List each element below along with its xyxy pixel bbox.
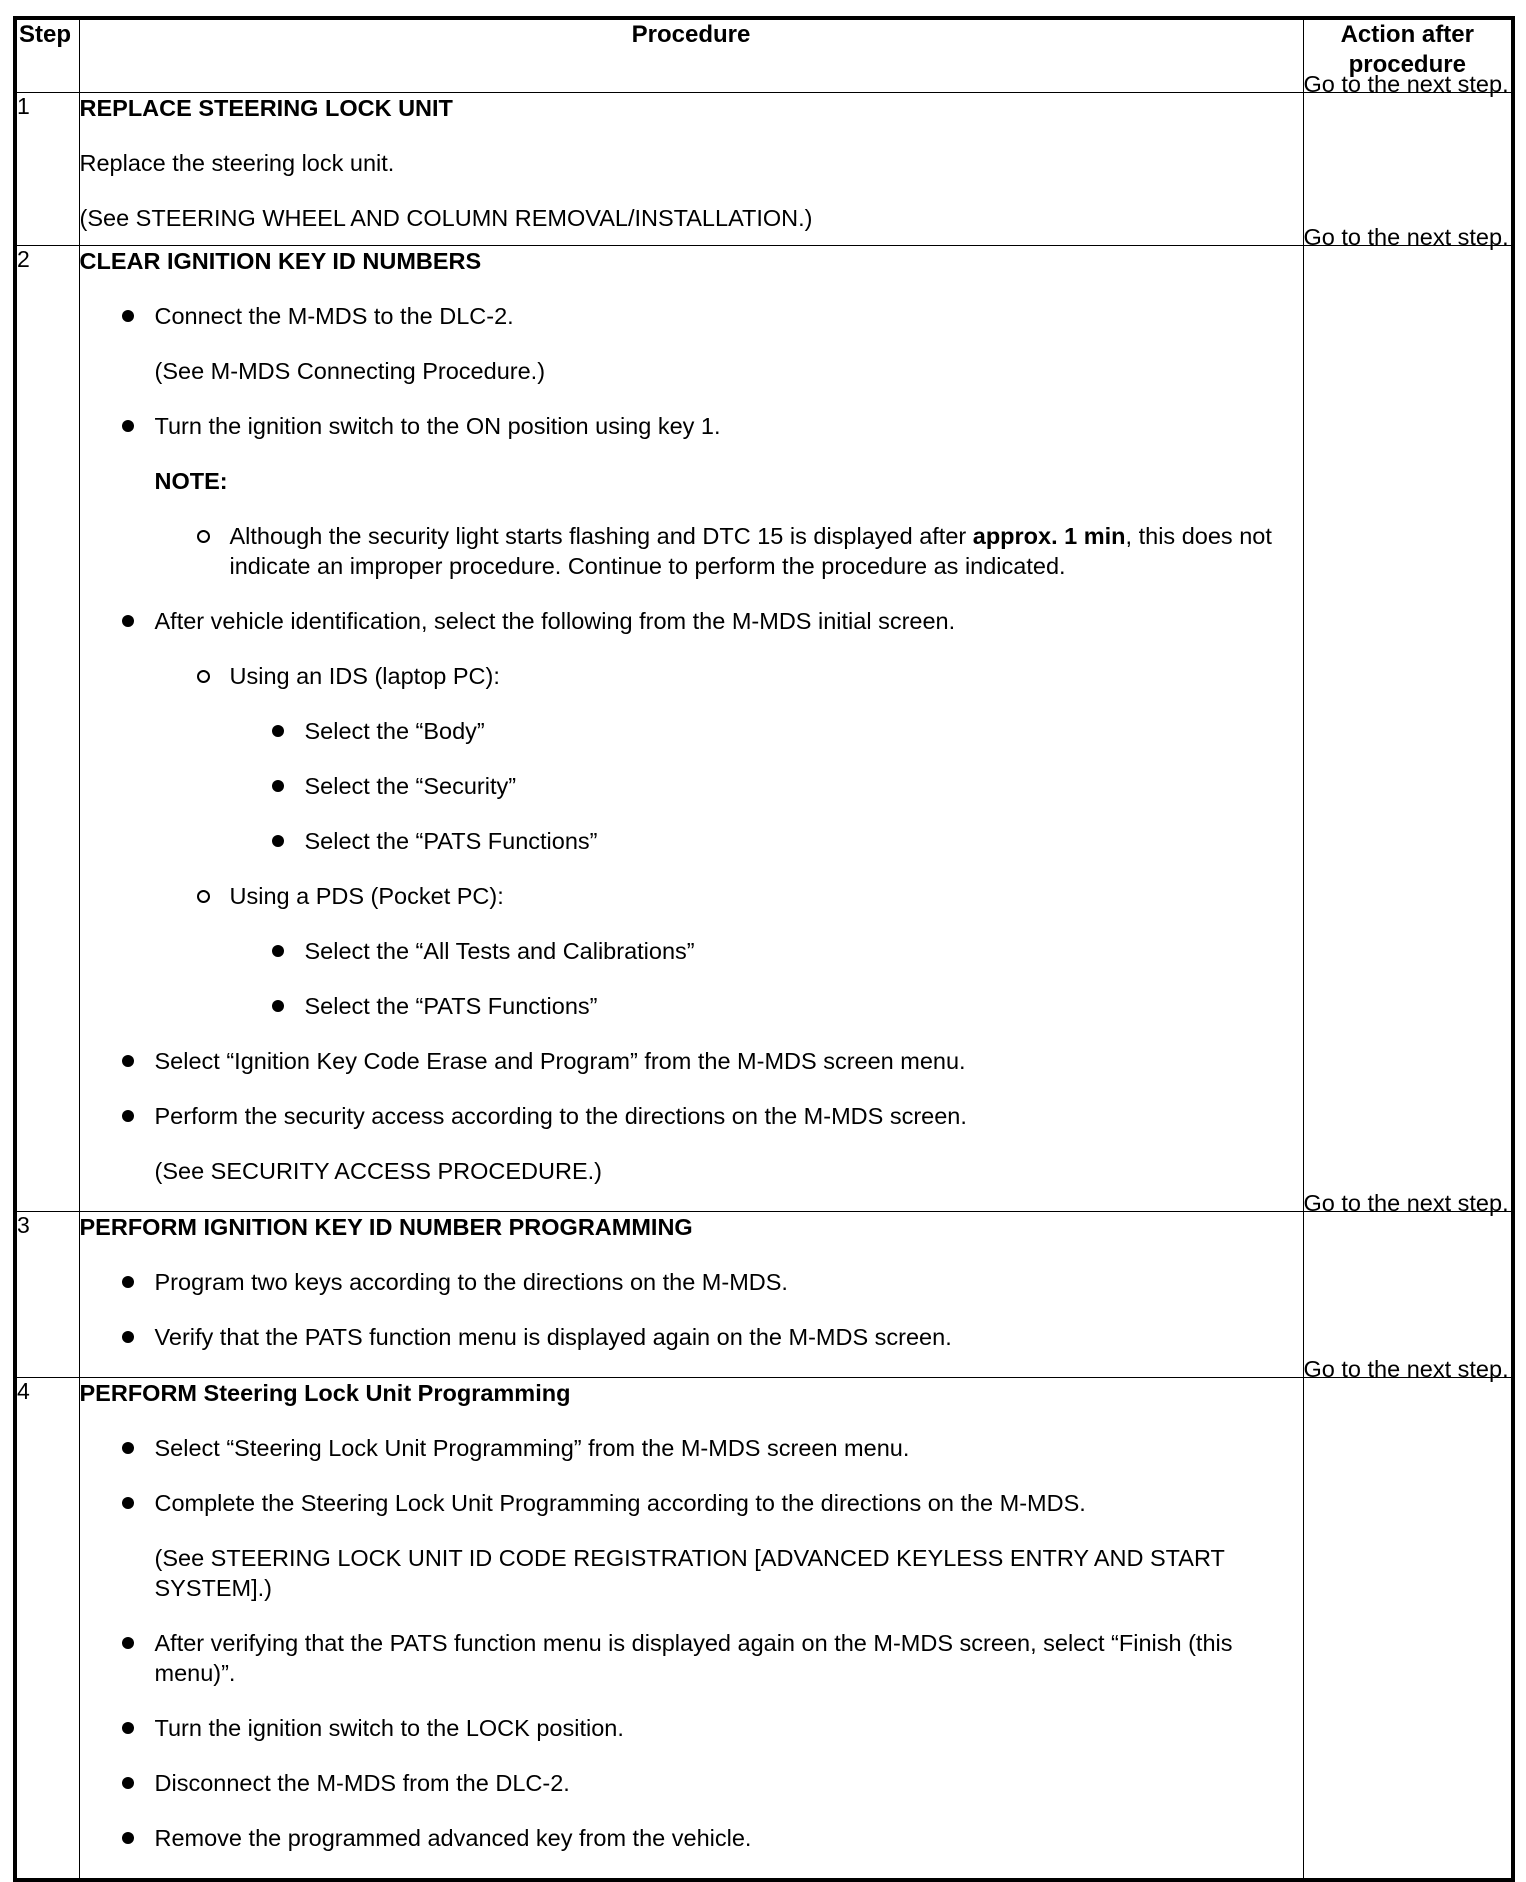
step-procedure	[79, 1378, 1303, 1881]
sub-bullet-item: Using a PDS (Pocket PC):	[80, 881, 1303, 911]
step-row-1	[15, 93, 1513, 246]
procedure-reference: (See M-MDS Connecting Procedure.)	[154, 358, 546, 384]
step-procedure	[79, 93, 1303, 246]
note-text-end: , this does not indicate an improper procedure. Continue to perform the procedure as indicated.	[229, 523, 1272, 579]
step-procedure	[79, 246, 1303, 1212]
sub-sub-bullet-item: Select the “Security”	[80, 771, 1303, 801]
sub-sub-bullet-item: Select the “Body”	[80, 716, 1303, 746]
bullet-item: After vehicle identification, select the following from the M-MDS initial screen.	[80, 606, 1303, 636]
bullet-item: Select “Steering Lock Unit Programming” from the M-MDS screen menu.	[80, 1433, 1303, 1463]
sub-bullet-item: Using an IDS (laptop PC):	[80, 661, 1303, 691]
header-step: Step	[15, 18, 79, 93]
step-title: REPLACE STEERING LOCK UNIT	[79, 95, 453, 121]
bullet-item: Perform the security access according to the directions on the M-MDS screen.	[80, 1101, 1303, 1131]
note-label: NOTE:	[154, 468, 228, 494]
bullet-item: Turn the ignition switch to the ON position using key 1.	[80, 411, 1303, 441]
step-row-4	[15, 1378, 1513, 1881]
bullet-item: Disconnect the M-MDS from the DLC-2.	[80, 1768, 1303, 1798]
step-number: 1	[15, 93, 79, 246]
header-action-line1: Action after	[1340, 21, 1474, 48]
note-emphasis: approx. 1 min	[972, 523, 1126, 549]
sub-sub-bullet-item: Select the “All Tests and Calibrations”	[80, 936, 1303, 966]
step-number: 4	[15, 1378, 79, 1881]
action-text: Go to the next step.	[1303, 224, 1509, 250]
sub-sub-bullet-item: Select the “PATS Functions”	[80, 991, 1303, 1021]
step-procedure	[79, 1212, 1303, 1378]
step-action	[1303, 224, 1513, 1212]
procedure-reference: (See SECURITY ACCESS PROCEDURE.)	[154, 1158, 602, 1184]
header-row	[15, 18, 1513, 93]
step-number: 2	[15, 246, 79, 1212]
step-row-3	[15, 1212, 1513, 1378]
bullet-item: Complete the Steering Lock Unit Programming according to the directions on the M-MDS.	[80, 1488, 1303, 1518]
step-title: PERFORM Steering Lock Unit Programming	[79, 1380, 571, 1406]
step-row-2	[15, 246, 1513, 1212]
action-text: Go to the next step.	[1303, 71, 1509, 97]
bullet-item: Connect the M-MDS to the DLC-2.	[80, 301, 1303, 331]
step-number: 3	[15, 1212, 79, 1378]
note-item	[80, 521, 1303, 581]
procedure-table	[13, 16, 1515, 1882]
header-action-line2: procedure	[1348, 51, 1466, 78]
bullet-item: After verifying that the PATS function menu is displayed again on the M-MDS screen, select “Finish (this menu)”.	[80, 1628, 1303, 1688]
procedure-line: Replace the steering lock unit.	[79, 150, 395, 176]
action-text: Go to the next step.	[1303, 1356, 1509, 1382]
procedure-reference: (See STEERING LOCK UNIT ID CODE REGISTRATION [ADVANCED KEYLESS ENTRY AND START SYSTEM].)	[154, 1545, 1225, 1601]
step-title: CLEAR IGNITION KEY ID NUMBERS	[79, 248, 482, 274]
note-text: Although the security light starts flashing and DTC 15 is displayed after	[229, 523, 973, 549]
step-action	[1303, 1356, 1513, 1881]
bullet-item: Turn the ignition switch to the LOCK position.	[80, 1713, 1303, 1743]
bullet-item: Select “Ignition Key Code Erase and Program” from the M-MDS screen menu.	[80, 1046, 1303, 1076]
header-procedure: Procedure	[79, 18, 1303, 93]
bullet-item: Verify that the PATS function menu is displayed again on the M-MDS screen.	[80, 1322, 1303, 1352]
sub-sub-bullet-item: Select the “PATS Functions”	[80, 826, 1303, 856]
bullet-item: Remove the programmed advanced key from the vehicle.	[80, 1823, 1303, 1853]
action-text: Go to the next step.	[1303, 1190, 1509, 1216]
bullet-item: Program two keys according to the directions on the M-MDS.	[80, 1267, 1303, 1297]
step-action	[1303, 1190, 1513, 1378]
step-title: PERFORM IGNITION KEY ID NUMBER PROGRAMMING	[79, 1214, 693, 1240]
procedure-reference: (See STEERING WHEEL AND COLUMN REMOVAL/INSTALLATION.)	[79, 205, 813, 231]
